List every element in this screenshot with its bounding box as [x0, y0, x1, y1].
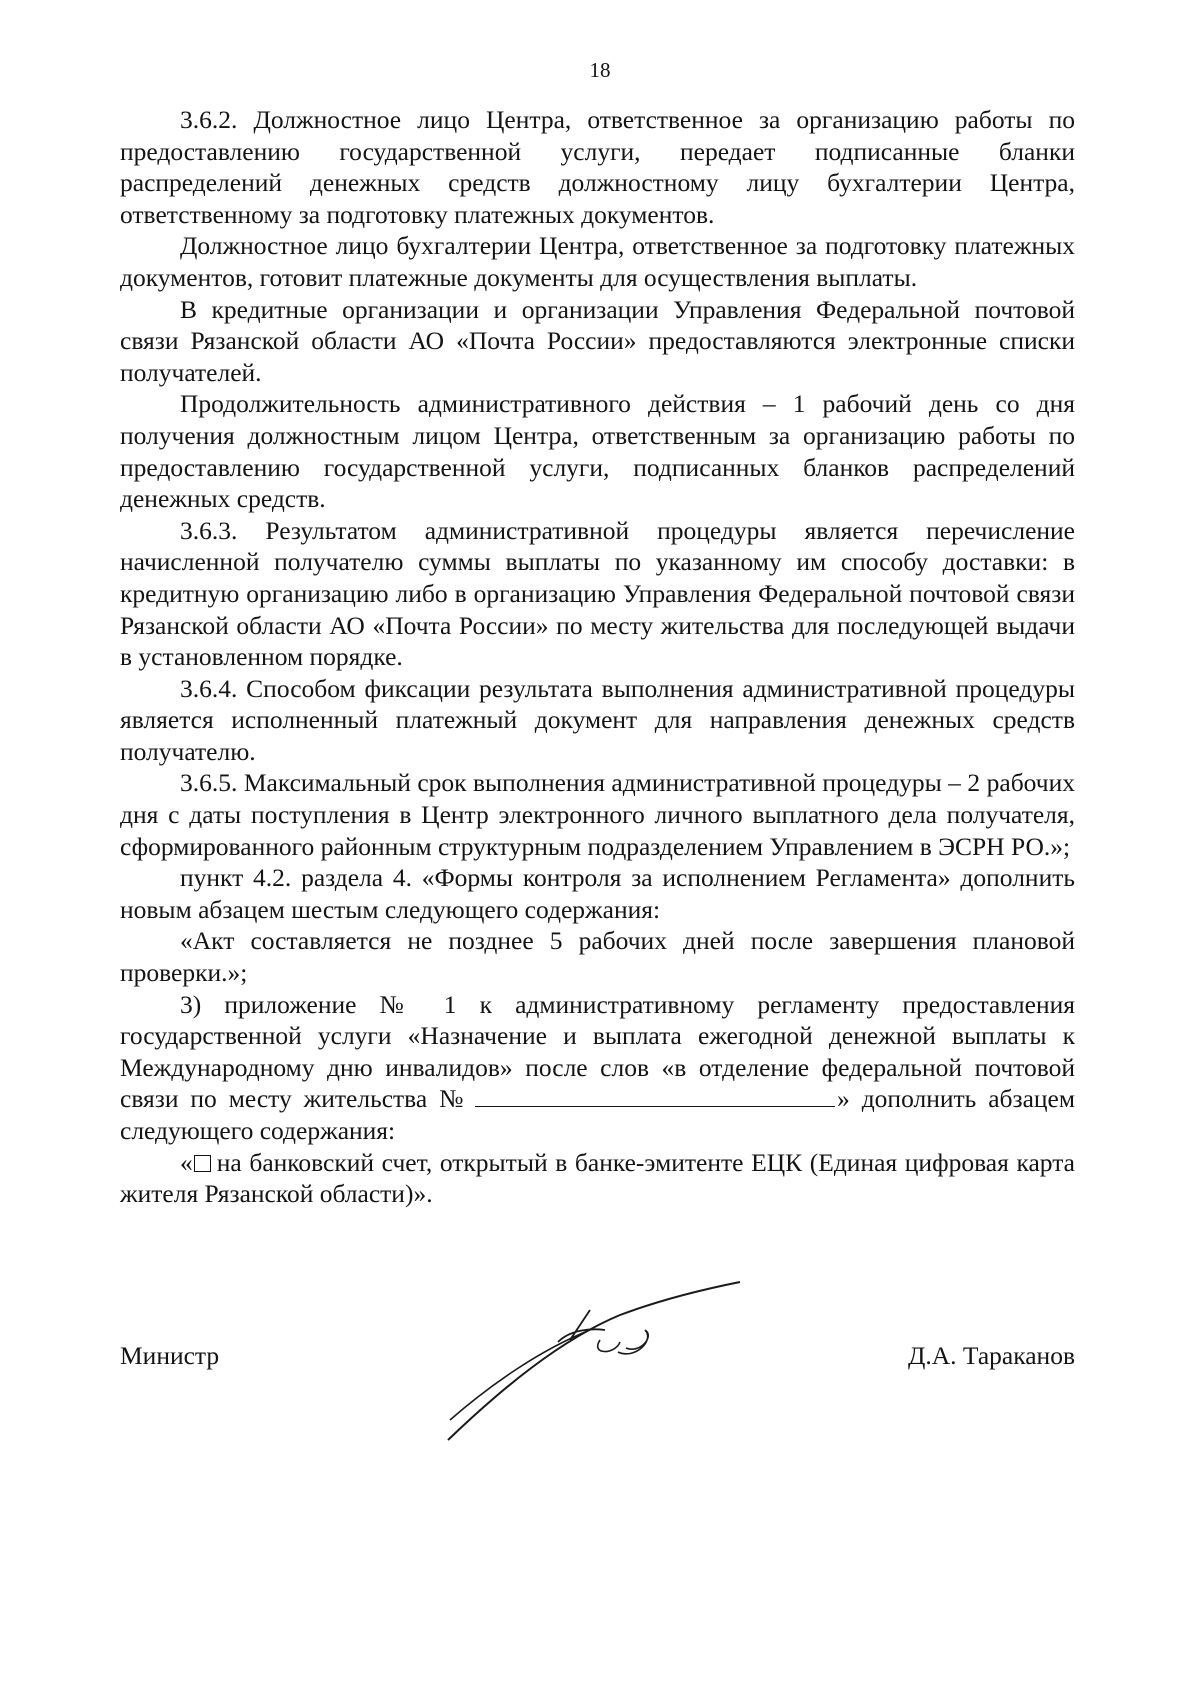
page-number: 18 — [589, 58, 611, 82]
paragraph-bank-account-quote — [120, 1147, 1075, 1210]
checkbox-icon — [194, 1155, 211, 1172]
paragraph-duration: Продолжительность административного действия – 1 рабочий день со дня получения должностным лицом Центра, ответственным за организацию работы по предоставлению государственной услуги, подписанных бланков распределений денежных средств. — [120, 389, 1075, 514]
paragraph-point-4-2: пункт 4.2. раздела 4. «Формы контроля за исполнением Регламента» дополнить новым абзацем шестым следующего содержания: — [120, 863, 1075, 924]
paragraph-3-6-3: 3.6.3. Результатом административной процедуры является перечисление начисленной получателю суммы выплаты по указанному им способу доставки: в кредитную организацию либо в организацию Управления Федеральной почтовой связи Рязанской области АО «Почта России» по месту жительства для последующей выдачи в установленном порядке. — [120, 515, 1075, 672]
quote-open-mark: « — [180, 1147, 193, 1177]
paragraph-accounting: Должностное лицо бухгалтерии Центра, ответственное за подготовку платежных документов, готовит платежные документы для осуществления выплаты. — [120, 231, 1075, 292]
paragraph-3-6-5: 3.6.5. Максимальный срок выполнения административной процедуры – 2 рабочих дня с даты поступления в Центр электронного личного выплатного дела получателя, сформированного районным структурным подразделением Управлением в ЭСРН РО.»; — [120, 768, 1075, 861]
blank-fill-line — [475, 1084, 835, 1107]
signature-block — [120, 1340, 1075, 1380]
item-3-text-after: » дополнить абзацем следующего содержания: — [120, 1084, 1075, 1145]
paragraph-act-quote: «Акт составляется не позднее 5 рабочих дней после завершения плановой проверки.»; — [120, 926, 1075, 988]
paragraph-3-6-4: 3.6.4. Способом фиксации результата выполнения административной процедуры является исполненный платежный документ для направления денежных средств получателю. — [120, 673, 1075, 766]
paragraph-3-6-2: 3.6.2. Должностное лицо Центра, ответственное за организацию работы по предоставлению государственной услуги, передает подписанные бланки распределений денежных средств должностному лицу бухгалтерии Центра, ответственному за подготовку платежных документов. — [120, 105, 1075, 229]
paragraph-item-3 — [120, 989, 1075, 1147]
signatory-name: Д.А. Тараканов — [907, 1341, 1075, 1370]
signatory-title: Министр — [120, 1341, 220, 1370]
paragraph-electronic-lists: В кредитные организации и организации Управления Федеральной почтовой связи Рязанской области АО «Почта России» предоставляются электронные списки получателей. — [120, 294, 1075, 387]
quote-text: на банковский счет, открытый в банке-эмитенте ЕЦК (Единая цифровая карта жителя Рязанской области)». — [120, 1147, 1075, 1209]
document-body — [120, 104, 1075, 1210]
item-3-text-before: 3) приложение № 1 к административному регламенту предоставления государственной услуги «Назначение и выплата ежегодной денежной выплаты к Международному дню инвалидов» после слов «в отделение федеральной почтовой связи по месту жительства № — [120, 989, 1075, 1114]
